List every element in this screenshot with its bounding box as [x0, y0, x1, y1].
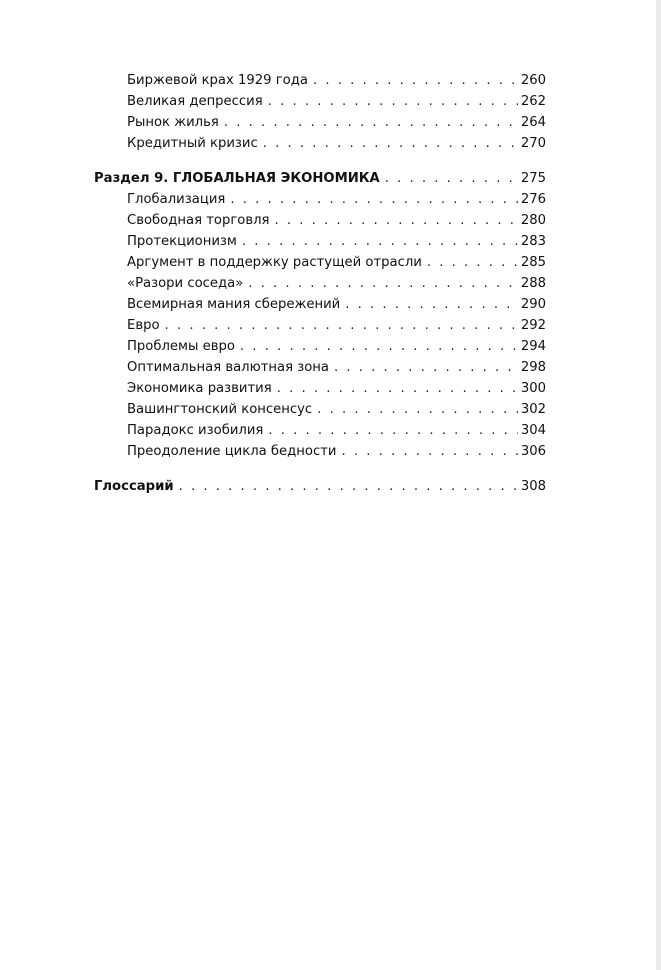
toc-entry-title: Великая депрессия: [127, 94, 263, 109]
toc-entry-title: Оптимальная валютная зона: [127, 360, 329, 375]
toc-entry[interactable]: [94, 273, 546, 294]
table-of-contents: [94, 70, 546, 497]
toc-leader-dots: [385, 168, 518, 189]
toc-entry[interactable]: [94, 399, 546, 420]
toc-leader-dots: [224, 112, 518, 133]
toc-entry-page: 270: [520, 136, 546, 151]
toc-entry-page: 276: [520, 192, 546, 207]
toc-entry-title: Евро: [127, 318, 160, 333]
toc-entry-page: 300: [520, 381, 546, 396]
toc-leader-dots: [165, 315, 518, 336]
toc-entry-page: 306: [520, 444, 546, 459]
section-page: 275: [520, 171, 546, 186]
toc-entry-title: Свободная торговля: [127, 213, 270, 228]
glossary-title: Глоссарий: [94, 479, 174, 494]
toc-entry[interactable]: [94, 336, 546, 357]
toc-entry-page: 290: [520, 297, 546, 312]
toc-entry-page: 294: [520, 339, 546, 354]
toc-entry-page: 264: [520, 115, 546, 130]
toc-entry-page: 262: [520, 94, 546, 109]
toc-leader-dots: [179, 476, 518, 497]
toc-entry-page: 288: [520, 276, 546, 291]
toc-entry-title: Рынок жилья: [127, 115, 219, 130]
toc-entry-title: Экономика развития: [127, 381, 272, 396]
toc-entry[interactable]: [94, 315, 546, 336]
toc-leader-dots: [242, 231, 518, 252]
toc-entry[interactable]: [94, 252, 546, 273]
toc-entry[interactable]: [94, 112, 546, 133]
toc-entry[interactable]: [94, 378, 546, 399]
toc-entry[interactable]: [94, 357, 546, 378]
toc-entry-page: 280: [520, 213, 546, 228]
toc-entry-title: Аргумент в поддержку растущей отрасли: [127, 255, 422, 270]
toc-leader-dots: [427, 252, 518, 273]
toc-entry[interactable]: [94, 70, 546, 91]
toc-leader-dots: [268, 91, 518, 112]
toc-leader-dots: [268, 420, 517, 441]
toc-entry[interactable]: [94, 189, 546, 210]
toc-entry-title: Вашингтонский консенсус: [127, 402, 313, 417]
toc-entry-title: Кредитный кризис: [127, 136, 258, 151]
toc-leader-dots: [317, 399, 518, 420]
toc-entry-title: Протекционизм: [127, 234, 237, 249]
section-gap: [94, 462, 546, 476]
toc-entry-title: Преодоление цикла бедности: [127, 444, 337, 459]
toc-entry-title: Всемирная мания сбережений: [127, 297, 341, 312]
section-title: Раздел 9. ГЛОБАЛЬНАЯ ЭКОНОМИКА: [94, 171, 380, 186]
toc-section-heading[interactable]: [94, 168, 546, 189]
toc-entry-title: Глобализация: [127, 192, 226, 207]
toc-entry-page: 260: [520, 73, 546, 88]
toc-entry-page: 283: [520, 234, 546, 249]
toc-entry-title: «Разори соседа»: [127, 276, 244, 291]
toc-entry[interactable]: [94, 231, 546, 252]
toc-leader-dots: [341, 441, 517, 462]
toc-entry[interactable]: [94, 133, 546, 154]
toc-entry[interactable]: [94, 441, 546, 462]
toc-leader-dots: [313, 70, 518, 91]
toc-entry-title: Биржевой крах 1929 года: [127, 73, 308, 88]
toc-entry-title: Парадокс изобилия: [127, 423, 264, 438]
toc-entry-page: 298: [520, 360, 546, 375]
toc-entry-page: 302: [520, 402, 546, 417]
toc-leader-dots: [263, 133, 518, 154]
toc-leader-dots: [230, 189, 518, 210]
toc-leader-dots: [277, 378, 518, 399]
section-gap: [94, 154, 546, 168]
toc-entry-page: 292: [520, 318, 546, 333]
toc-entry[interactable]: [94, 420, 546, 441]
toc-entry[interactable]: [94, 294, 546, 315]
toc-leader-dots: [274, 210, 517, 231]
toc-entry[interactable]: [94, 210, 546, 231]
glossary-page: 308: [520, 479, 546, 494]
toc-leader-dots: [345, 294, 518, 315]
toc-glossary-entry[interactable]: [94, 476, 546, 497]
toc-entry-page: 304: [520, 423, 546, 438]
toc-leader-dots: [240, 336, 518, 357]
toc-entry-page: 285: [520, 255, 546, 270]
toc-entry[interactable]: [94, 91, 546, 112]
toc-leader-dots: [248, 273, 518, 294]
toc-entry-title: Проблемы евро: [127, 339, 235, 354]
toc-leader-dots: [334, 357, 518, 378]
